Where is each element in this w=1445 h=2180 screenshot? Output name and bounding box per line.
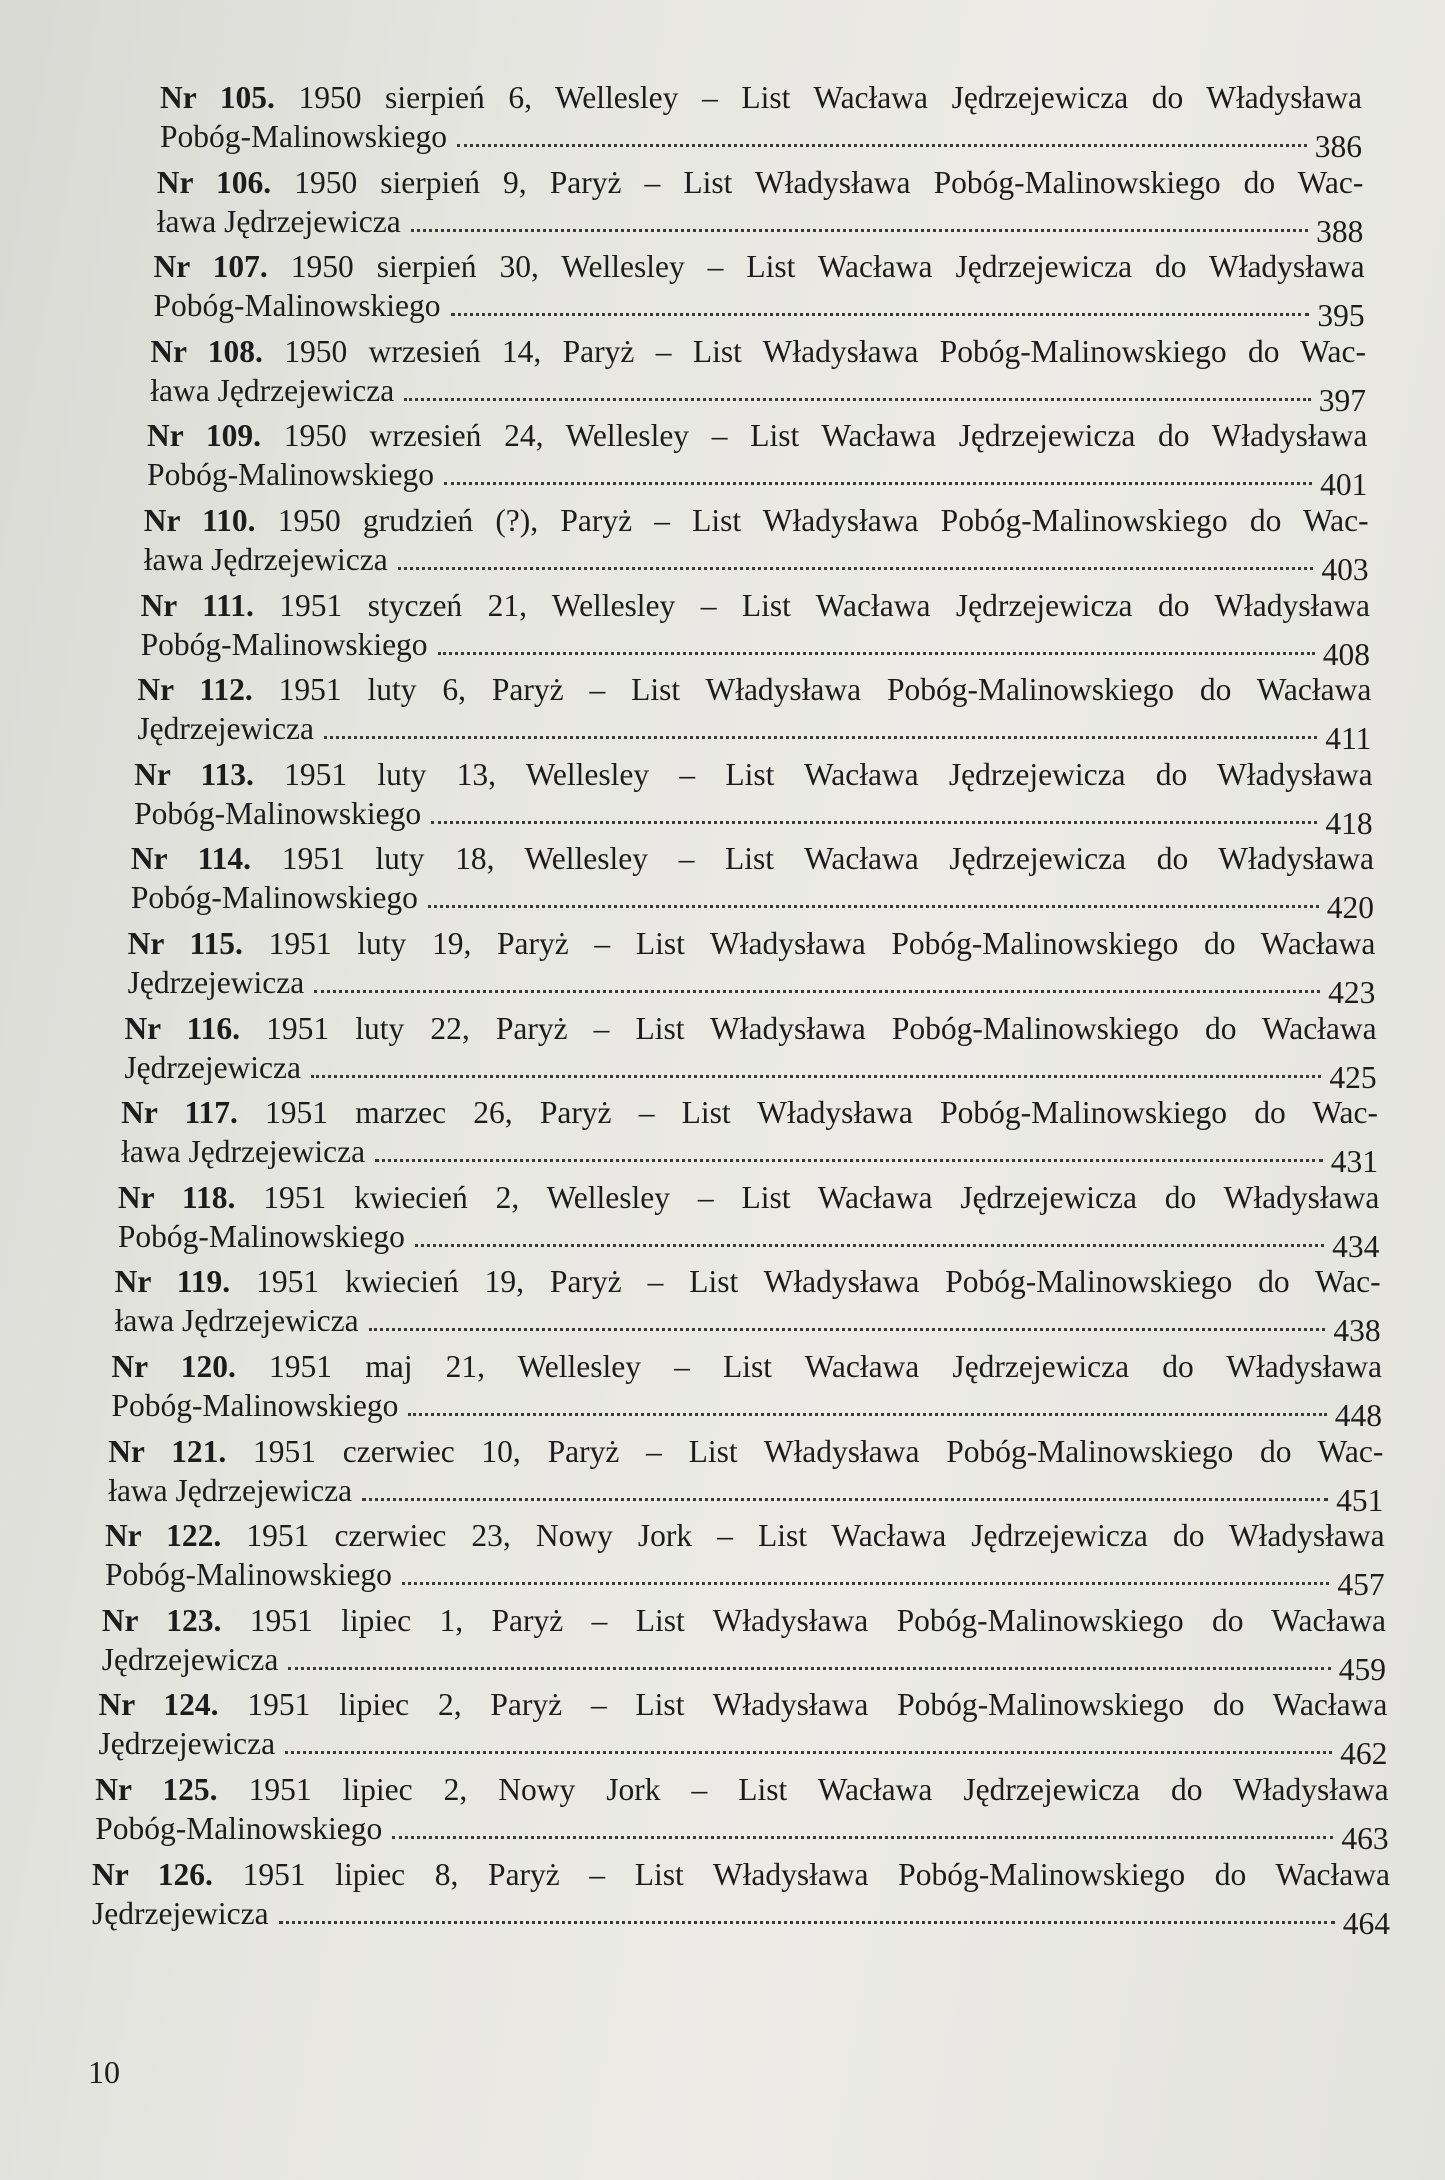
toc-entry-continuation-text: ława Jędrzejewicza xyxy=(156,203,401,239)
toc-entry-title xyxy=(95,1770,1388,1809)
toc-entry-page: 397 xyxy=(1318,382,1366,418)
dot-leader xyxy=(392,1812,1333,1839)
toc-entry-title-text: 1950 wrzesień 14, Paryż – List Władysława Pobóg-Malinowskiego do Wac- xyxy=(284,333,1366,369)
toc-entry-page: 464 xyxy=(1342,1905,1390,1941)
toc-entry-continuation xyxy=(124,1048,1377,1095)
toc-entry-continuation xyxy=(160,117,1362,164)
dot-leader xyxy=(285,1727,1332,1754)
toc-entry-continuation-text: Jędrzejewicza xyxy=(98,1726,276,1762)
toc-entry-continuation xyxy=(130,878,1374,926)
dot-leader xyxy=(411,205,1308,232)
toc-entry-page: 420 xyxy=(1326,890,1374,926)
dot-leader xyxy=(438,628,1315,655)
dot-leader xyxy=(431,797,1317,824)
toc-entry-page: 403 xyxy=(1321,552,1369,587)
dot-leader xyxy=(428,881,1319,908)
toc-entry-title xyxy=(131,839,1374,878)
toc-entry-number: Nr 112. xyxy=(137,672,253,708)
toc-entry-page: 438 xyxy=(1333,1313,1381,1349)
toc-entry xyxy=(95,1770,1389,1856)
toc-entry xyxy=(137,670,1372,757)
dot-leader xyxy=(279,1897,1335,1924)
toc-entry-title xyxy=(128,924,1376,963)
toc-entry-page: 395 xyxy=(1317,298,1365,334)
toc-entry xyxy=(114,1262,1381,1349)
toc-entry-continuation xyxy=(111,1386,1382,1433)
toc-entry-continuation xyxy=(117,1217,1380,1264)
toc-entry-title xyxy=(124,1009,1376,1048)
toc-entry-title xyxy=(118,1178,1379,1217)
toc-entry-page: 408 xyxy=(1322,636,1370,672)
toc-entry-page: 434 xyxy=(1332,1228,1380,1264)
toc-entry-title-text: 1950 wrzesień 24, Wellesley – List Wacława Jędrzejewicza do Władysława xyxy=(283,418,1368,454)
toc-entry-continuation-text: Pobóg-Malinowskiego xyxy=(153,288,441,324)
toc-entry xyxy=(147,416,1368,503)
toc-entry-title-text: 1951 lipiec 8, Paryż – List Władysława Pobóg-Malinowskiego do Wacława xyxy=(242,1856,1390,1892)
toc-entry-title-text: 1951 luty 22, Paryż – List Władysława Pobóg-Malinowskiego do Wacława xyxy=(266,1010,1377,1046)
toc-entry-continuation-text: Jędrzejewicza xyxy=(92,1895,269,1931)
toc-entry-title xyxy=(98,1685,1387,1724)
toc-entry-page: 448 xyxy=(1334,1398,1382,1433)
toc-entry-title xyxy=(115,1262,1381,1301)
toc-entry-continuation xyxy=(101,1640,1386,1687)
page-number: 10 xyxy=(88,2054,120,2090)
toc-entry-number: Nr 118. xyxy=(117,1179,236,1215)
toc-entry-continuation xyxy=(137,709,1372,757)
toc-entry xyxy=(153,247,1365,334)
toc-entry-page: 423 xyxy=(1328,975,1376,1010)
toc-entry-title xyxy=(111,1347,1382,1386)
toc-entry xyxy=(124,1009,1377,1095)
toc-entry-continuation xyxy=(127,963,1376,1010)
toc-entry-continuation xyxy=(147,455,1368,503)
toc-entry-title xyxy=(137,670,1371,709)
toc-entry xyxy=(121,1093,1378,1180)
toc-entry-title xyxy=(154,247,1365,286)
toc-entry-page: 425 xyxy=(1329,1059,1377,1095)
toc-entry-continuation-text: Pobóg-Malinowskiego xyxy=(95,1811,383,1846)
toc-entry-number: Nr 105. xyxy=(160,80,275,115)
toc-entry-continuation-text: Jędrzejewicza xyxy=(124,1049,301,1085)
toc-entry xyxy=(156,163,1364,249)
toc-entry xyxy=(140,586,1370,672)
toc-entry-number: Nr 122. xyxy=(104,1518,222,1554)
toc-entry-continuation xyxy=(143,540,1369,587)
toc-entry-page: 459 xyxy=(1338,1651,1386,1687)
toc-entry-title xyxy=(105,1516,1385,1555)
toc-entry-title xyxy=(160,78,1362,117)
toc-entry-number: Nr 119. xyxy=(114,1264,231,1300)
toc-entry-title-text: 1951 lipiec 2, Nowy Jork – List Wacława Jędrzejewicza do Władysława xyxy=(248,1772,1389,1807)
toc-entry xyxy=(101,1601,1386,1687)
toc-entry-title xyxy=(92,1855,1390,1894)
dot-leader xyxy=(311,1051,1321,1078)
toc-entry-title-text: 1951 marzec 26, Paryż – List Władysława Pobóg-Malinowskiego do Wac- xyxy=(265,1095,1378,1131)
toc-entry-number: Nr 125. xyxy=(95,1772,218,1807)
toc-entry-title xyxy=(157,163,1364,202)
toc-entry-title xyxy=(108,1432,1383,1471)
toc-entry-title xyxy=(141,586,1370,625)
toc-entry-page: 401 xyxy=(1320,467,1368,503)
toc-entry-continuation xyxy=(150,371,1366,418)
toc-entry-number: Nr 121. xyxy=(108,1433,227,1469)
toc-entry-continuation xyxy=(104,1555,1385,1603)
dot-leader xyxy=(415,1220,1324,1247)
dot-leader xyxy=(451,289,1310,316)
toc-entry-title-text: 1951 lipiec 2, Paryż – List Władysława Pobóg-Malinowskiego do Wacława xyxy=(247,1687,1388,1723)
toc-entry-title-text: 1951 luty 6, Paryż – List Władysława Pobóg-Malinowskiego do Wacława xyxy=(278,672,1372,708)
toc-entry xyxy=(117,1178,1380,1264)
toc-entry-continuation-text: ława Jędrzejewicza xyxy=(108,1472,353,1508)
toc-entry-continuation-text: Pobóg-Malinowskiego xyxy=(134,795,422,831)
toc-entry-continuation xyxy=(114,1301,1381,1349)
toc-entry xyxy=(150,332,1366,418)
dot-leader xyxy=(398,543,1314,570)
toc-entry-title-text: 1951 kwiecień 19, Paryż – List Władysława Pobóg-Malinowskiego do Wac- xyxy=(256,1264,1381,1300)
toc-entry-number: Nr 109. xyxy=(147,418,262,454)
dot-leader xyxy=(444,458,1312,485)
toc-entry-title xyxy=(150,332,1366,371)
toc-entry-title-text: 1951 czerwiec 23, Nowy Jork – List Wacława Jędrzejewicza do Władysława xyxy=(246,1518,1385,1554)
dot-leader xyxy=(288,1643,1330,1670)
toc-entry-title-text: 1950 grudzień (?), Paryż – List Władysława Pobóg-Malinowskiego do Wac- xyxy=(277,503,1369,538)
toc-entry-continuation xyxy=(140,625,1370,672)
toc-entry-number: Nr 106. xyxy=(156,164,272,200)
toc-entry-title-text: 1951 czerwiec 10, Paryż – List Władysława Pobóg-Malinowskiego do Wac- xyxy=(253,1433,1384,1469)
toc-entry-page: 418 xyxy=(1325,805,1373,841)
toc-entry-continuation xyxy=(153,286,1365,334)
toc-entry-continuation-text: Pobóg-Malinowskiego xyxy=(140,626,428,662)
dot-leader xyxy=(369,1304,1326,1331)
toc-entry-page: 411 xyxy=(1325,721,1372,757)
toc-entry xyxy=(134,755,1373,841)
toc-entry-continuation-text: Jędrzejewicza xyxy=(101,1641,279,1677)
toc-entry-page: 386 xyxy=(1314,129,1362,164)
toc-entry-title-text: 1950 sierpień 30, Wellesley – List Wacława Jędrzejewicza do Władysława xyxy=(290,249,1365,285)
dot-leader xyxy=(408,1389,1326,1416)
toc-entry-number: Nr 117. xyxy=(121,1095,238,1131)
toc-entry-continuation-text: Pobóg-Malinowskiego xyxy=(111,1388,399,1423)
toc-entry-continuation-text: Pobóg-Malinowskiego xyxy=(130,880,418,916)
toc-entry-page: 462 xyxy=(1340,1736,1388,1772)
dot-leader xyxy=(402,1558,1329,1585)
toc-entry-title-text: 1951 maj 21, Wellesley – List Wacława Jędrzejewicza do Władysława xyxy=(269,1349,1382,1384)
toc-entry xyxy=(160,78,1362,164)
toc-entry-number: Nr 124. xyxy=(98,1687,219,1723)
toc-entry-title xyxy=(147,416,1367,455)
toc-entry-number: Nr 111. xyxy=(140,587,254,623)
toc-entry xyxy=(108,1432,1384,1518)
toc-entry-continuation xyxy=(108,1471,1384,1518)
toc-entry-page: 463 xyxy=(1341,1821,1389,1856)
toc-entry-continuation xyxy=(95,1809,1389,1856)
toc-entry-continuation xyxy=(121,1132,1378,1180)
toc-entry-page: 431 xyxy=(1330,1144,1378,1180)
toc-entry-title-text: 1950 sierpień 9, Paryż – List Władysława Pobóg-Malinowskiego do Wac- xyxy=(294,164,1364,200)
toc-entry-title xyxy=(134,755,1373,794)
toc-entry-number: Nr 113. xyxy=(134,756,254,792)
toc-entry xyxy=(111,1347,1382,1433)
toc-entry-continuation-text: Jędrzejewicza xyxy=(127,965,305,1000)
toc-entry-title-text: 1950 sierpień 6, Wellesley – List Wacława Jędrzejewicza do Władysława xyxy=(298,80,1362,115)
toc-entry-number: Nr 116. xyxy=(124,1010,241,1046)
toc-entry-title-text: 1951 styczeń 21, Wellesley – List Wacława Jędrzejewicza do Władysława xyxy=(279,587,1370,623)
dot-leader xyxy=(362,1474,1328,1501)
toc-entry xyxy=(104,1516,1385,1603)
dot-leader xyxy=(404,374,1310,401)
toc-entry-number: Nr 115. xyxy=(127,926,243,961)
toc-entry-continuation xyxy=(156,202,1364,249)
toc-entry-title xyxy=(102,1601,1386,1640)
toc-entry-continuation-text: ława Jędrzejewicza xyxy=(121,1134,366,1170)
toc-entry-continuation-text: Jędrzejewicza xyxy=(137,711,314,747)
toc-entry xyxy=(98,1685,1388,1772)
toc-entry-continuation-text: ława Jędrzejewicza xyxy=(150,372,395,408)
toc-entry-continuation-text: ława Jędrzejewicza xyxy=(114,1303,359,1339)
toc-entry-page: 388 xyxy=(1316,213,1364,249)
dot-leader xyxy=(314,966,1320,993)
toc-entry-number: Nr 126. xyxy=(92,1856,213,1892)
toc-entry-number: Nr 114. xyxy=(130,841,252,877)
toc-entry-number: Nr 107. xyxy=(153,249,268,285)
toc-entry xyxy=(127,924,1376,1010)
toc-entry-continuation-text: Pobóg-Malinowskiego xyxy=(117,1218,405,1254)
dot-leader xyxy=(324,712,1317,739)
toc-entry-number: Nr 110. xyxy=(143,503,256,538)
toc-entry-continuation xyxy=(134,794,1373,841)
toc-entry-continuation-text: Pobóg-Malinowskiego xyxy=(160,119,447,154)
toc-entry-page: 457 xyxy=(1337,1567,1385,1603)
toc-entry-title-text: 1951 lipiec 1, Paryż – List Władysława Pobóg-Malinowskiego do Wacława xyxy=(249,1602,1386,1638)
toc-entry-continuation xyxy=(98,1724,1388,1772)
toc-entry-title xyxy=(144,501,1369,540)
toc-entry-title-text: 1951 kwiecień 2, Wellesley – List Wacława Jędrzejewicza do Władysława xyxy=(263,1179,1380,1215)
dot-leader xyxy=(457,120,1307,147)
toc-entry-title xyxy=(121,1093,1378,1132)
toc-entry xyxy=(92,1855,1390,1941)
toc-entry xyxy=(143,501,1369,587)
toc-entry-number: Nr 120. xyxy=(111,1349,236,1384)
toc-entry-page: 451 xyxy=(1336,1482,1384,1518)
toc-entry xyxy=(130,839,1374,926)
toc-entry-title-text: 1951 luty 18, Wellesley – List Wacława Jędrzejewicza do Władysława xyxy=(281,841,1374,877)
toc-entry-number: Nr 123. xyxy=(101,1602,222,1638)
toc-entry-continuation-text: Pobóg-Malinowskiego xyxy=(104,1557,392,1593)
toc-entry-number: Nr 108. xyxy=(150,333,263,369)
toc-entry-continuation xyxy=(92,1894,1390,1941)
toc-entry-continuation-text: Pobóg-Malinowskiego xyxy=(147,457,435,493)
dot-leader xyxy=(375,1135,1323,1162)
toc-entry-continuation-text: ława Jędrzejewicza xyxy=(143,542,388,577)
toc-entry-title-text: 1951 luty 19, Paryż – List Władysława Pobóg-Malinowskiego do Wacława xyxy=(268,926,1376,961)
toc-entry-title-text: 1951 luty 13, Wellesley – List Wacława Jędrzejewicza do Władysława xyxy=(284,756,1373,792)
